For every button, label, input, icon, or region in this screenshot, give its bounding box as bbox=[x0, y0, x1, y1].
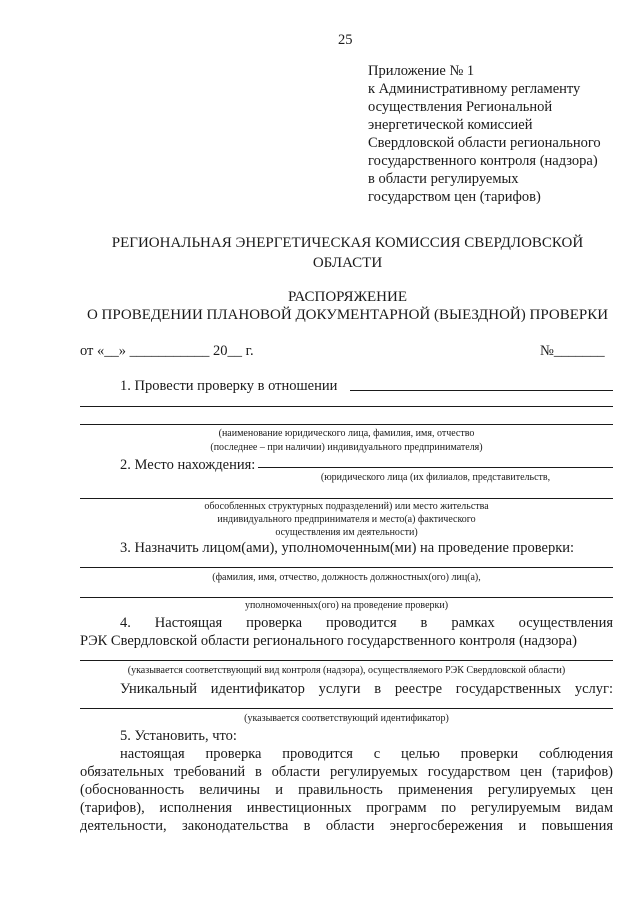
item1-input-line3[interactable] bbox=[80, 424, 613, 425]
document-subject: О ПРОВЕДЕНИИ ПЛАНОВОЙ ДОКУМЕНТАРНОЙ (ВЫЕЗДНОЙ) ПРОВЕРКИ bbox=[86, 307, 609, 323]
item5-line: (тарифов), исполнения инвестиционных программ по регулируемым видам bbox=[80, 800, 613, 816]
document-type: РАСПОРЯЖЕНИЕ bbox=[287, 289, 407, 305]
item4-line1: 4. Настоящая проверка проводится в рамках осуществления bbox=[120, 615, 613, 631]
item2-hint3: индивидуального предпринимателя и место(а) фактического bbox=[217, 514, 476, 525]
appendix-block bbox=[368, 62, 601, 206]
service-id-input-line[interactable] bbox=[80, 708, 613, 709]
item2-input-line1[interactable] bbox=[258, 467, 613, 468]
item3-hint1: (фамилия, имя, отчество, должность должностных(ого) лиц(а), bbox=[212, 572, 481, 583]
item1-input-line1[interactable] bbox=[350, 390, 613, 391]
item2-input-line2[interactable] bbox=[80, 498, 613, 499]
item3-label: 3. Назначить лицом(ами), уполномоченным(ми) на проведение проверки: bbox=[120, 540, 575, 556]
item3-hint2: уполномоченных(ого) на проведение проверки) bbox=[244, 600, 449, 611]
appendix-line: государственного контроля (надзора) bbox=[368, 153, 598, 169]
item5-line: (обоснованность величины и правильность применения регулируемых цен bbox=[80, 782, 613, 798]
item1-input-line2[interactable] bbox=[80, 406, 613, 407]
item5-line: деятельности, законодательства в области энергосбережения и повышения bbox=[80, 818, 613, 834]
item4-hint: (указывается соответствующий вид контроля (надзора), осуществляемого РЭК Свердловской области) bbox=[127, 665, 566, 676]
item4-line2: РЭК Свердловской области регионального государственного контроля (надзора) bbox=[80, 633, 577, 649]
item2-hint2: обособленных структурных подразделений) или место жительства bbox=[204, 501, 489, 512]
item2-hint4: осуществления им деятельности) bbox=[275, 527, 418, 538]
appendix-line: Приложение № 1 bbox=[368, 63, 475, 79]
org-name-line1: РЕГИОНАЛЬНАЯ ЭНЕРГЕТИЧЕСКАЯ КОМИССИЯ СВЕРДЛОВСКОЙ bbox=[111, 235, 584, 251]
appendix-line: к Административному регламенту bbox=[368, 81, 581, 97]
appendix-line: энергетической комиссией bbox=[368, 117, 533, 133]
item2-hint1: (юридического лица (их филиалов, представительств, bbox=[320, 472, 551, 483]
item4-input-line[interactable] bbox=[80, 660, 613, 661]
document-number-field[interactable]: №_______ bbox=[540, 343, 605, 359]
item1-hint2: (последнее – при наличии) индивидуального предпринимателя) bbox=[210, 442, 483, 453]
org-name-line2: ОБЛАСТИ bbox=[312, 255, 383, 271]
service-id-hint: (указывается соответствующий идентификатор) bbox=[244, 713, 449, 724]
appendix-line: государством цен (тарифов) bbox=[368, 189, 541, 205]
appendix-line: осуществления Региональной bbox=[368, 99, 553, 115]
service-id-label: Уникальный идентификатор услуги в реестре государственных услуг: bbox=[120, 681, 613, 697]
item1-hint1: (наименование юридического лица, фамилия, имя, отчество bbox=[218, 428, 475, 439]
appendix-line: в области регулируемых bbox=[368, 171, 519, 187]
item5-line: настоящая проверка проводится с целью проверки соблюдения bbox=[120, 746, 613, 762]
item2-label: 2. Место нахождения: bbox=[120, 457, 256, 473]
page-number: 25 bbox=[338, 32, 353, 48]
appendix-line: Свердловской области регионального bbox=[368, 135, 601, 151]
item5-line: обязательных требований в области регулируемых государством цен (тарифов) bbox=[80, 764, 613, 780]
item1-label: 1. Провести проверку в отношении bbox=[120, 378, 338, 394]
item3-input-line1[interactable] bbox=[80, 567, 613, 568]
item3-input-line2[interactable] bbox=[80, 597, 613, 598]
item5-label: 5. Установить, что: bbox=[120, 728, 237, 744]
date-field[interactable]: от «__» ___________ 20__ г. bbox=[80, 343, 254, 359]
